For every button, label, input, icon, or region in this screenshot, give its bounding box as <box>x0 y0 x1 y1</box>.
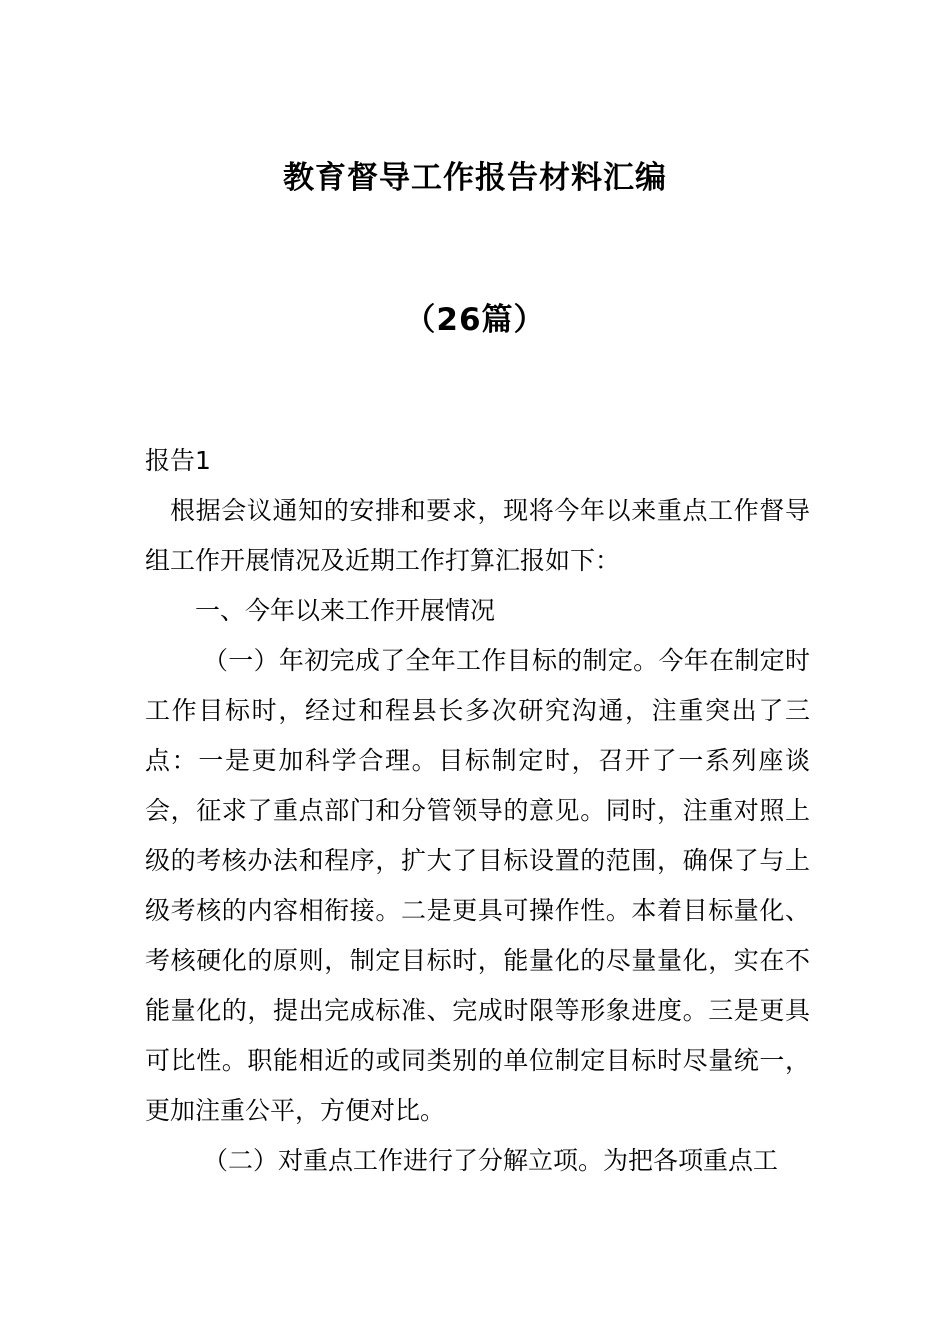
paragraph-intro: 根据会议通知的安排和要求，现将今年以来重点工作督导组工作开展情况及近期工作打算汇报如下： <box>145 496 810 575</box>
document-body <box>145 436 810 1186</box>
document-title: 教育督导工作报告材料汇编 <box>283 160 667 196</box>
report-label: 报告1 <box>145 446 211 475</box>
section-heading: 一、今年以来工作开展情况 <box>195 596 496 625</box>
paragraph-item-1: （一）年初完成了全年工作目标的制定。今年在制定时工作目标时，经过和程县长多次研究沟通，注重突出了三点：一是更加科学合理。目标制定时，召开了一系列座谈会，征求了重点部门和分管领导的意见。同时，注重对照上级的考核办法和程序，扩大了目标设置的范围，确保了与上级考核的内容相衔接。二是更具可操作性。本着目标量化、考核硬化的原则，制定目标时，能量化的尽量量化，实在不能量化的，提出完成标准、完成时限等形象进度。三是更具可比性。职能相近的或同类别的单位制定目标时尽量统一，更加注重公平，方便对比。 <box>145 646 810 1125</box>
document-subtitle: （26篇） <box>404 302 546 338</box>
paragraph-item-2: （二）对重点工作进行了分解立项。为把各项重点工 <box>203 1146 779 1175</box>
